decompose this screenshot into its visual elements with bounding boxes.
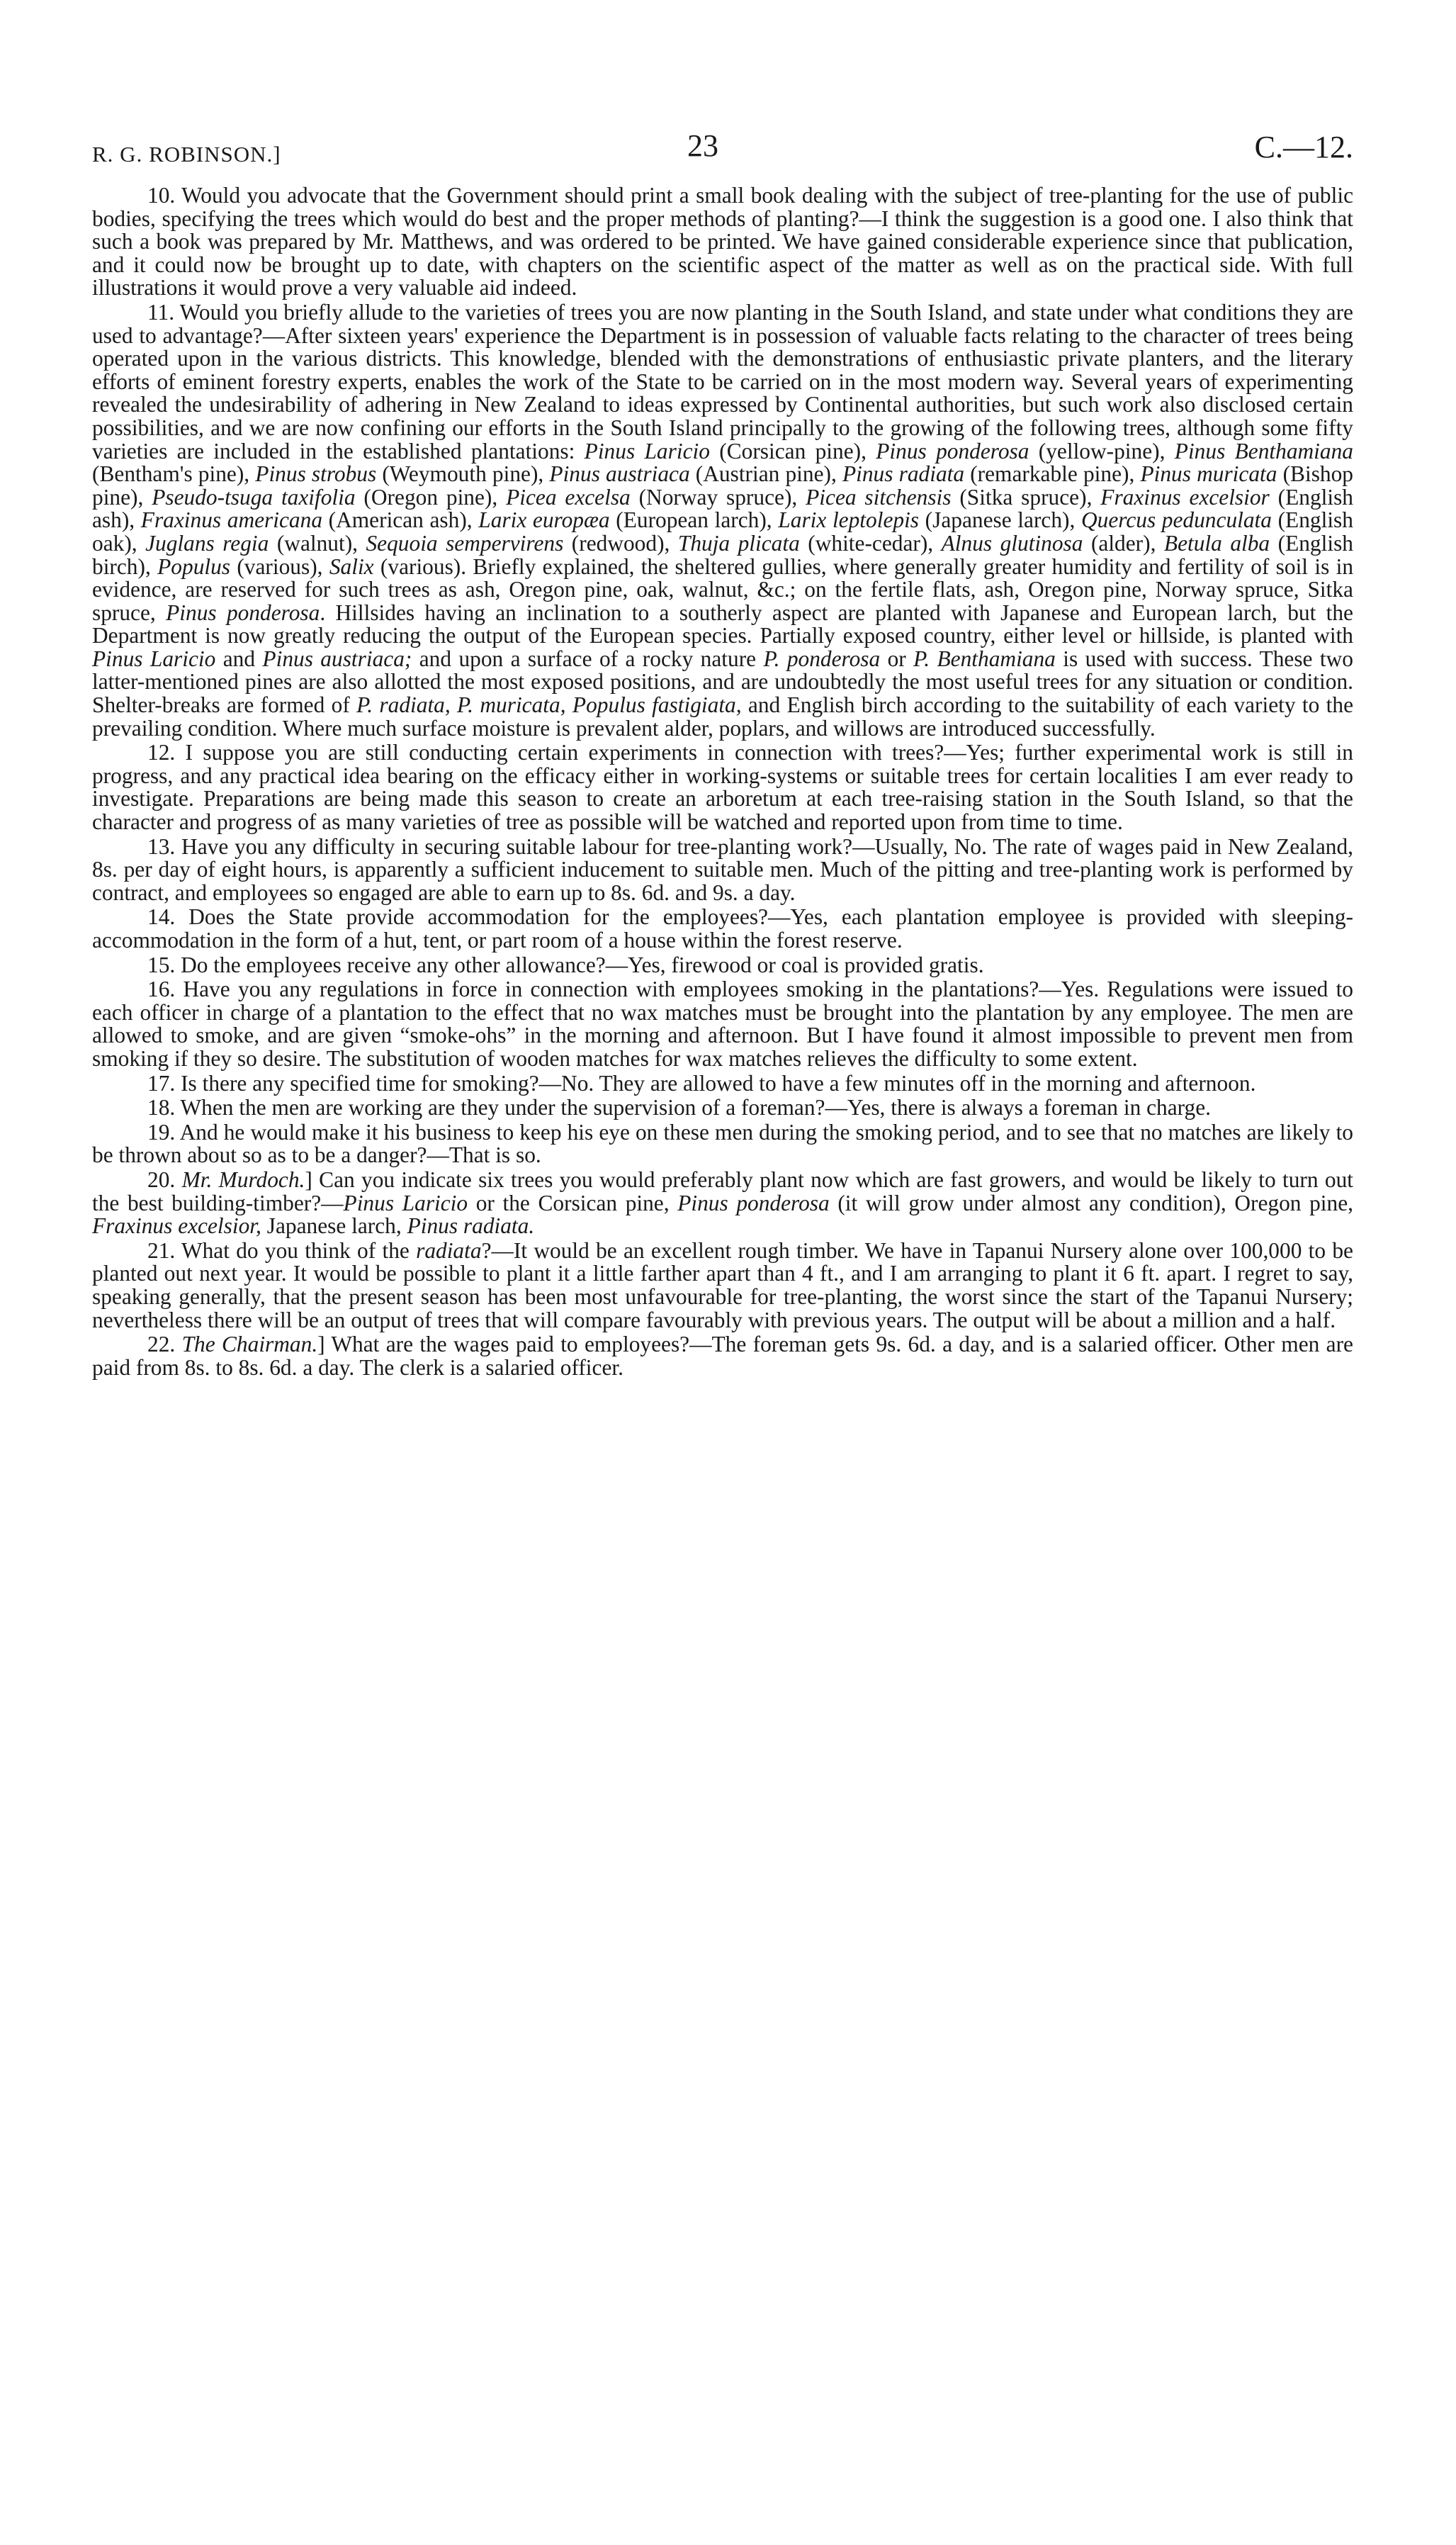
italic-run: Larix leptolepis (778, 507, 920, 533)
text-run: (various). Briefly explained, the sheltered gullies, where generally greater humidity and fertility of soil is in evidence, are reserved for such trees as ash, Oregon pine, oak, walnut, &c.; on the fertile flats, ash, Oregon pine, Norway spruce, Sitka spruce, (92, 554, 1354, 625)
text-run: 19. And he would make it his business to keep his eye on these men during the smoking period, and to see that no matches are likely to be thrown about so as to be a danger?—That is so. (92, 1119, 1353, 1168)
text-run: ?—It would be an excellent rough timber. We have in Tapanui Nursery alone over 100,000 to be planted out next year. It would be possible to plant it a little farther apart than 4 ft., and I am arranging to plant it 6 ft. apart. I regret to say, speaking generally, that the present season has been most unfavourable for tree-planting, the worst since the start of the Tapanui Nursery; nevertheless there will be an output of trees that will compare favourably with previous years. The output will be about a million and a half. (92, 1237, 1353, 1332)
question-paragraph (92, 906, 1353, 952)
page-number: 23 (687, 128, 718, 163)
text-run: and English birch according to the suitability of each variety to the prevailing condition. Where much surface moisture is prevalent alder, poplars, and willows are introduced successfully. (92, 692, 1354, 741)
text-run: (Japanese larch), (919, 507, 1081, 533)
italic-run: Pseudo-tsuga taxifolia (152, 484, 356, 510)
text-run: (redwood), (563, 530, 678, 556)
italic-run: P. radiata, P. muricata, Populus fastigiata, (356, 692, 742, 718)
text-run: 12. I suppose you are still conducting certain experiments in connection with trees?—Yes; further experimental work is still in progress, and any practical idea bearing on the efficacy either in working-systems or suitable trees for certain localities I am ever ready to investigate. Preparations are being made this season to create an arboretum at each tree-raising station in the South Island, so that the character and progress of as many varieties of tree as possible will be watched and reported upon from time to time. (92, 740, 1353, 835)
text-run: or (880, 646, 914, 671)
italic-run: Betula alba (1163, 530, 1270, 556)
italic-run: Salix (329, 554, 374, 579)
italic-run: Sequoia sempervirens (366, 530, 564, 556)
italic-run: Pinus austriaca (549, 461, 690, 487)
italic-run: P. ponderosa (763, 646, 881, 671)
text-run: 20. (147, 1167, 182, 1192)
text-run: (Weymouth pine), (376, 461, 550, 487)
text-run: 22. (147, 1332, 182, 1357)
italic-run: Fraxinus excelsior (1100, 484, 1270, 510)
text-run: (English oak), (92, 507, 1353, 556)
italic-run: radiata (416, 1237, 482, 1263)
text-run: ] Can you indicate six trees you would preferably plant now which are fast growers, and would be likely to turn out the best building-timber?— (92, 1167, 1354, 1215)
italic-run: P. Benthamiana (913, 646, 1056, 671)
italic-run: Pinus ponderosa (876, 438, 1029, 464)
text-run: 10. Would you advocate that the Government should print a small book dealing with the subject of tree-planting for the use of public bodies, specifying the trees which would do best and the proper methods of planting?—I think the suggestion is a good one. I also think that such a book was prepared by Mr. Matthews, and was ordered to be printed. We have gained considerable experience since that publication, and it could now be brought up to date, with chapters on the scientific aspect of the matter as well as on the practical side. With full illustrations it would prove a very valuable aid indeed. (92, 183, 1353, 300)
text-run: 14. Does the State provide accommodation for the employees?—Yes, each plantation employee is provided with sleeping-accommodation in the form of a hut, tent, or part room of a house within the forest reserve. (92, 904, 1353, 953)
text-run: ] What are the wages paid to employees?—The foreman gets 9s. 6d. a day, and is a salaried officer. Other men are paid from 8s. to 8s. 6d. a day. The clerk is a salaried officer. (92, 1332, 1353, 1380)
italic-run: The Chairman. (181, 1332, 318, 1357)
document-page (92, 106, 1353, 1381)
question-paragraph (92, 1072, 1353, 1096)
question-paragraph (92, 978, 1353, 1070)
question-paragraph (92, 184, 1353, 300)
text-run: and upon a surface of a rocky nature (412, 646, 764, 671)
text-run: (Oregon pine), (355, 484, 507, 510)
paper-reference: C.—12. (1254, 130, 1353, 164)
text-run: (English birch), (92, 530, 1353, 579)
text-run: (it will grow under almost any condition), Oregon pine, (829, 1190, 1353, 1215)
italic-run: Pinus muricata (1140, 461, 1277, 487)
italic-run: Alnus glutinosa (941, 530, 1083, 556)
italic-run: Larix europæa (478, 507, 610, 533)
text-run: is used with success. These two latter-mentioned pines are also allotted the most exposed positions, and are undoubtedly the most useful trees for any situation or condition. Shelter-breaks are formed of (92, 646, 1353, 718)
text-run: 16. Have you any regulations in force in connection with employees smoking in the plantations?—Yes. Regulations were issued to each officer in charge of a plantation to the effect that no wax matches must be brought into the plantation by any employee. The men are allowed to smoke, and are given “smoke-ohs” in the morning and afternoon. But I have found it almost impossible to prevent men from smoking if they so desire. The substitution of wooden matches for wax matches relieves the difficulty to some extent. (92, 977, 1353, 1071)
italic-run: Pinus radiata (842, 461, 965, 487)
italic-run: Pinus strobus (255, 461, 377, 487)
text-run: (Bentham's pine), (92, 461, 256, 487)
italic-run: Quercus pedunculata (1080, 507, 1272, 533)
italic-run: Picea sitchensis (806, 484, 952, 510)
text-run: (alder), (1083, 530, 1164, 556)
question-paragraph (92, 833, 1353, 905)
text-run: (English ash), (92, 484, 1353, 533)
document-body (92, 184, 1353, 1379)
text-run: (Sitka spruce), (951, 484, 1101, 510)
text-run: 15. Do the employees receive any other allowance?—Yes, firewood or coal is provided gratis. (147, 952, 984, 977)
text-run: or the Corsican pine, (468, 1190, 678, 1215)
italic-run: Pinus Laricio (584, 438, 710, 464)
italic-run: Juglans regia (145, 530, 269, 556)
question-paragraph (92, 301, 1353, 740)
question-paragraph (92, 1121, 1353, 1167)
italic-run: Mr. Murdoch. (181, 1167, 305, 1192)
witness-name: R. G. ROBINSON.] (92, 142, 281, 167)
italic-run: Fraxinus excelsior, (92, 1213, 261, 1239)
text-run: (American ash), (322, 507, 479, 533)
text-run: . Hillsides having an inclination to a southerly aspect are planted with Japanese and European larch, but the Department is now greatly reducing the output of the European species. Partially exposed country, either level or hillside, is planted with (92, 600, 1353, 648)
text-run: Japanese larch, (261, 1213, 407, 1239)
text-run: and (215, 646, 263, 671)
text-run: 17. Is there any specified time for smoking?—No. They are allowed to have a few minutes off in the morning and afternoon. (147, 1070, 1256, 1096)
text-run: 11. Would you briefly allude to the varieties of trees you are now planting in the South Island, and state under what conditions they are used to advantage?—After sixteen years' experience the Department is in possession of valuable facts relating to the character of trees being operated upon in the various districts. This knowledge, blended with the demonstrations of enthusiastic private planters, and the literary efforts of eminent forestry experts, enables the work of the State to be carried on in the most modern way. Several years of experimenting revealed the undesirability of adhering in New Zealand to ideas expressed by Continental authorities, but such work also disclosed certain possibilities, and we are now confining our efforts in the South Island principally to the growing of the following trees, although some fifty varieties are included in the established plantations: (92, 299, 1353, 464)
text-run: (various), (230, 554, 329, 579)
italic-run: Populus (157, 554, 231, 579)
italic-run: Fraxinus americana (140, 507, 323, 533)
italic-run: Pinus radiata. (407, 1213, 535, 1239)
question-paragraph (92, 741, 1353, 833)
question-paragraph (92, 1237, 1353, 1332)
italic-run: Pinus Laricio (343, 1190, 468, 1215)
page-header (92, 106, 1353, 184)
text-run: 13. Have you any difficulty in securing suitable labour for tree-planting work?—Usually, No. The rate of wages paid in New Zealand, 8s. per day of eight hours, is apparently a sufficient inducement to suitable men. Much of the pitting and tree-planting work is performed by contract, and employees so engaged are able to earn up to 8s. 6d. and 9s. a day. (92, 833, 1353, 905)
italic-run: Pinus Laricio (92, 646, 216, 671)
text-run: (walnut), (269, 530, 366, 556)
question-paragraph (92, 1333, 1353, 1379)
text-run: (yellow-pine), (1029, 438, 1175, 464)
italic-run: Pinus ponderosa (166, 600, 320, 625)
question-paragraph (92, 954, 1353, 977)
italic-run: Pinus Benthamiana (1174, 438, 1353, 464)
text-run: (remarkable pine), (964, 461, 1141, 487)
question-paragraph (92, 1096, 1353, 1120)
text-run: (Corsican pine), (709, 438, 876, 464)
text-run: (white-cedar), (799, 530, 942, 556)
question-paragraph (92, 1169, 1353, 1238)
text-run: (Norway spruce), (630, 484, 806, 510)
text-run: (European larch), (609, 507, 779, 533)
text-run: (Bishop pine), (92, 461, 1354, 510)
italic-run: Picea excelsa (506, 484, 631, 510)
italic-run: Pinus ponderosa (677, 1190, 830, 1215)
italic-run: Thuja plicata (677, 530, 800, 556)
italic-run: Pinus austriaca; (262, 646, 412, 671)
text-run: 18. When the men are working are they under the supervision of a foreman?—Yes, there is always a foreman in charge. (147, 1095, 1212, 1120)
text-run: 21. What do you think of the (147, 1237, 417, 1263)
text-run: (Austrian pine), (689, 461, 842, 487)
